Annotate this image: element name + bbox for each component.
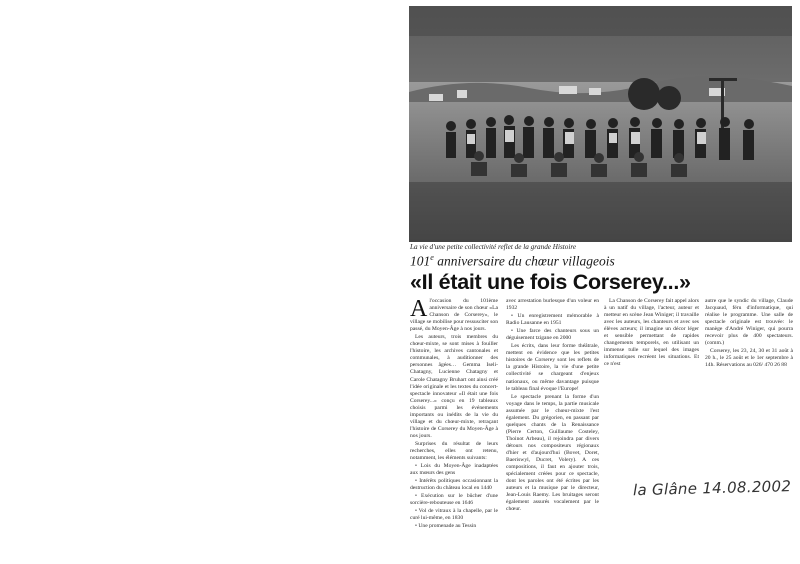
list-item: • Intérêts politiques occasionnant la destruction du château local en 1440 bbox=[410, 478, 498, 492]
kicker-text: anniversaire du chœur villageois bbox=[433, 253, 615, 269]
article-column-4 bbox=[705, 298, 793, 386]
article-paragraph: Al'occasion du 101ème anniversaire de son chœur «La Chanson de Corserey», le village se mobilise pour ressusciter son passé, du Moyen-Âge à nos jours. bbox=[410, 298, 498, 333]
list-item: • Lois du Moyen-Âge inadaptées aux mœurs des gens bbox=[410, 463, 498, 477]
article-paragraph: Le spectacle prenant la forme d'un voyage dans le temps, la partie musicale assumée par le chœur-mixte l'est également. Du grégorien, en passant par quelques chants de la Renaissance (Pierre Certon, Guillaume Costeley, Thoinot Arbeau), il rejoindra par divers détours nos compositeurs régionaux d'hier et d'aujourd'hui (Bovet, Doret, Baeriswyl, Ducret, Volery). A ces compositions, il faut en ajouter trois, spécialement créées pour ce spectacle, dont les paroles ont été écrites par les auteurs et la musique par le directeur, Jean-Louis Raemy. Les bruitages seront également assurés vocalement par le chœur. bbox=[506, 393, 599, 513]
list-item: • Vol de vitraux à la chapelle, par le curé lui-même, en 1830 bbox=[410, 508, 498, 522]
article-column-1 bbox=[410, 298, 498, 560]
article-paragraph: La Chanson de Corserey fait appel alors à un natif du village, l'acteur, auteur et metteur en scène Jean Winiger; il travaille avec les auteurs, les chanteurs et avec ses élèves acteurs; il imagine un décor léger et sensible permettant de rapides changements temporels, en utilisant un immense tulle sur lequel des images informatiques recréent les situations. Et ce n'est bbox=[604, 298, 699, 368]
article-paragraph: avec arrestation burlesque d'un voleur en 1932 bbox=[506, 298, 599, 312]
list-item: • Une farce des chanteurs sous un déguisement tzigane en 2000 bbox=[506, 328, 599, 342]
kicker-superscript: e bbox=[430, 253, 434, 262]
photo-caption: La vie d'une petite collectivité reflet de la grande Histoire bbox=[410, 243, 577, 251]
handwritten-source-note: la Glâne 14.08.2002 bbox=[632, 477, 792, 500]
choir-group-photo bbox=[409, 6, 792, 242]
event-info: Corserey, les 23, 24, 30 et 31 août à 20 h., le 25 août et le 1er septembre à 14h. Réservations au 026/ 470 26 88 bbox=[705, 348, 793, 369]
article-headline: «Il était une fois Corserey...» bbox=[410, 270, 691, 294]
photo-illustration bbox=[409, 6, 792, 242]
list-item: • Un enregistrement mémorable à Radio Lausanne en 1951 bbox=[506, 313, 599, 327]
kicker-number: 101 bbox=[410, 253, 431, 269]
article-paragraph: autre que le syndic du village, Claude Jacquaud, féru d'informatique, qui réalise le programme. Une salle de spectacle originale est trouvée: le manège d'André Winiger, qui pourra recevoir plus de 400 spectateurs. (comm.) bbox=[705, 298, 793, 347]
article-paragraph: Les écrits, dans leur forme théâtrale, mettent en évidence que les petites histoires de Corserey sont les reflets de la grande Histoire, la vie d'une petite collectivité se chargeant d'enjeux nationaux, ou même davantage puisque le tableau final évoque l'Europe! bbox=[506, 343, 599, 392]
drop-cap: A bbox=[410, 298, 428, 322]
list-item: • Exécution sur le bûcher d'une sorcière-rebouteuse en 1646 bbox=[410, 493, 498, 507]
article-kicker bbox=[410, 253, 770, 270]
article-column-2 bbox=[506, 298, 599, 560]
article-paragraph: Surprises du résultat de leurs recherches, elles ont retenu, notamment, les éléments suivants: bbox=[410, 440, 498, 462]
article-paragraph: Les auteurs, trois membres du chœur-mixte, se sont mises à fouiller l'histoire, les archives cantonales et communales, à auditionner des personnes âgées… Gemma Iseli-Chatagny, Lucienne Chatagny et Carole Chatagny Bruhart ont ainsi créé l'idée originale et les textes du concert-spectacle innovateur «Il était une fois Corserey...» conçu en 19 tableaux choisis parmi les événements importants ou inédits de la vie du village et du chœur-mixte, retraçant l'histoire de Corserey du Moyen-Âge à nos jours. bbox=[410, 334, 498, 439]
list-item: • Une promenade au Tessin bbox=[415, 523, 477, 530]
article-column-3 bbox=[604, 298, 699, 386]
